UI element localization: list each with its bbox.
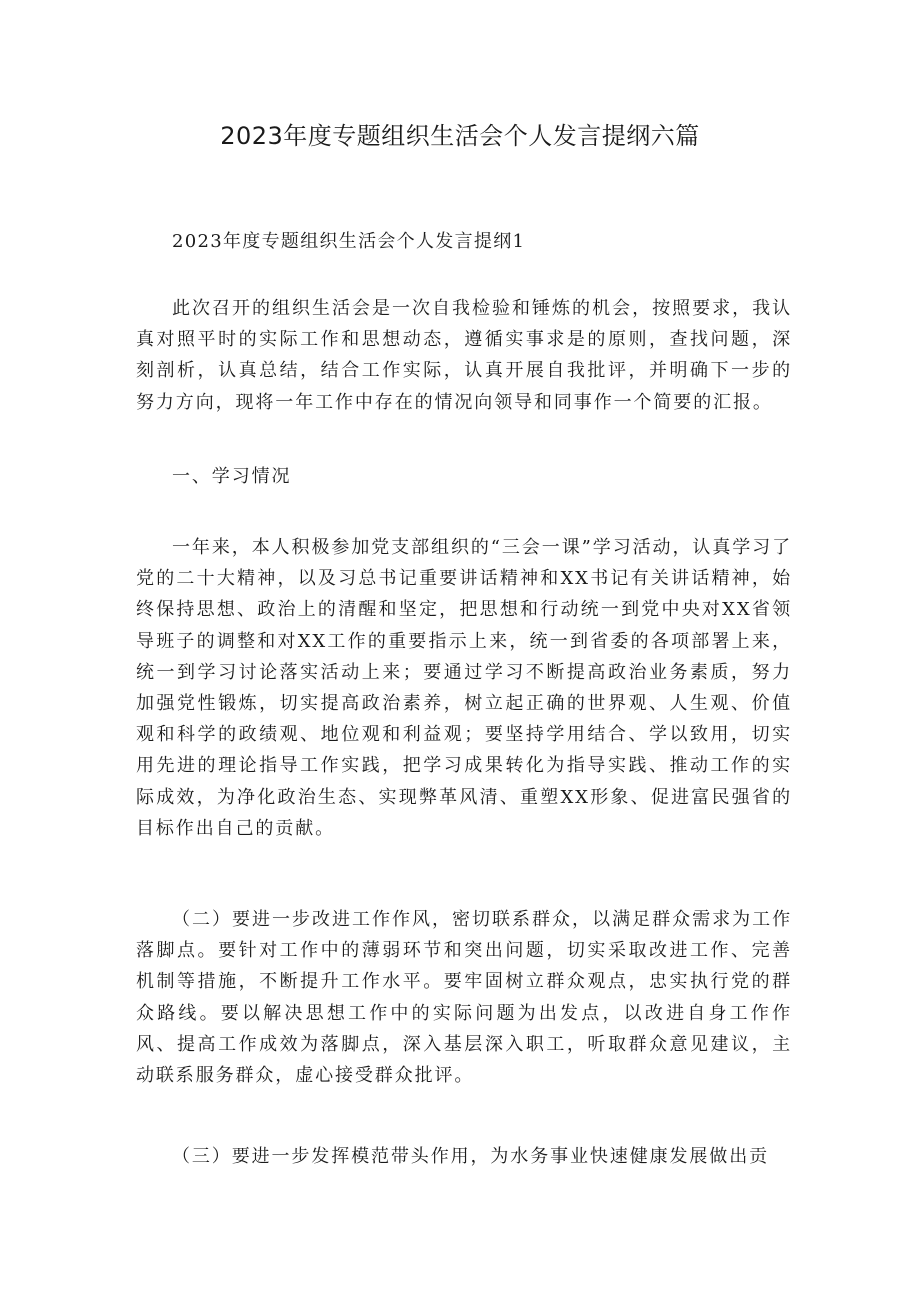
study-paragraph: 一年来，本人积极参加党支部组织的“三会一课”学习活动，认真学习了党的二十大精神，以及习总书记重要讲话精神和XX书记有关讲话精神，始终保持思想、政治上的清醒和坚定，把思想和行动统一到党中央对XX省领导班子的调整和对XX工作的重要指示上来，统一到省委的各项部署上来，统一到学习讨论落实活动上来；要通过学习不断提高政治业务素质，努力加强党性锻炼，切实提高政治素养，树立起正确的世界观、人生观、价值观和科学的政绩观、地位观和利益观；要坚持学用结合、学以致用，切实用先进的理论指导工作实践，把学习成果转化为指导实践、推动工作的实际成效，为净化政治生态、实现弊革风清、重塑XX形象、促进富民强省的目标作出自己的贡献。 [136, 537, 792, 839]
document-title: 2023年度专题组织生活会个人发言提纲六篇 [220, 122, 700, 150]
work-style-paragraph: （二）要进一步改进工作作风，密切联系群众，以满足群众需求为工作落脚点。要针对工作中的薄弱环节和突出问题，切实采取改进工作、完善机制等措施，不断提升工作水平。要牢固树立群众观点，忠实执行党的群众路线。要以解决思想工作中的实际问题为出发点，以改进自身工作作风、提高工作成效为落脚点，深入基层深入职工，听取群众意见建议，主动联系服务群众，虚心接受群众批评。 [136, 909, 792, 1087]
document-subtitle: 2023年度专题组织生活会个人发言提纲1 [172, 231, 526, 252]
section-heading: 一、学习情况 [172, 466, 292, 487]
exemplary-role-paragraph: （三）要进一步发挥模范带头作用，为水务事业快速健康发展做出贡 [172, 1146, 769, 1167]
intro-paragraph: 此次召开的组织生活会是一次自我检验和锤炼的机会，按照要求，我认真对照平时的实际工作和思想动态，遵循实事求是的原则，查找问题，深刻剖析，认真总结，结合工作实际，认真开展自我批评，并明确下一步的努力方向，现将一年工作中存在的情况向领导和同事作一个简要的汇报。 [136, 298, 792, 413]
